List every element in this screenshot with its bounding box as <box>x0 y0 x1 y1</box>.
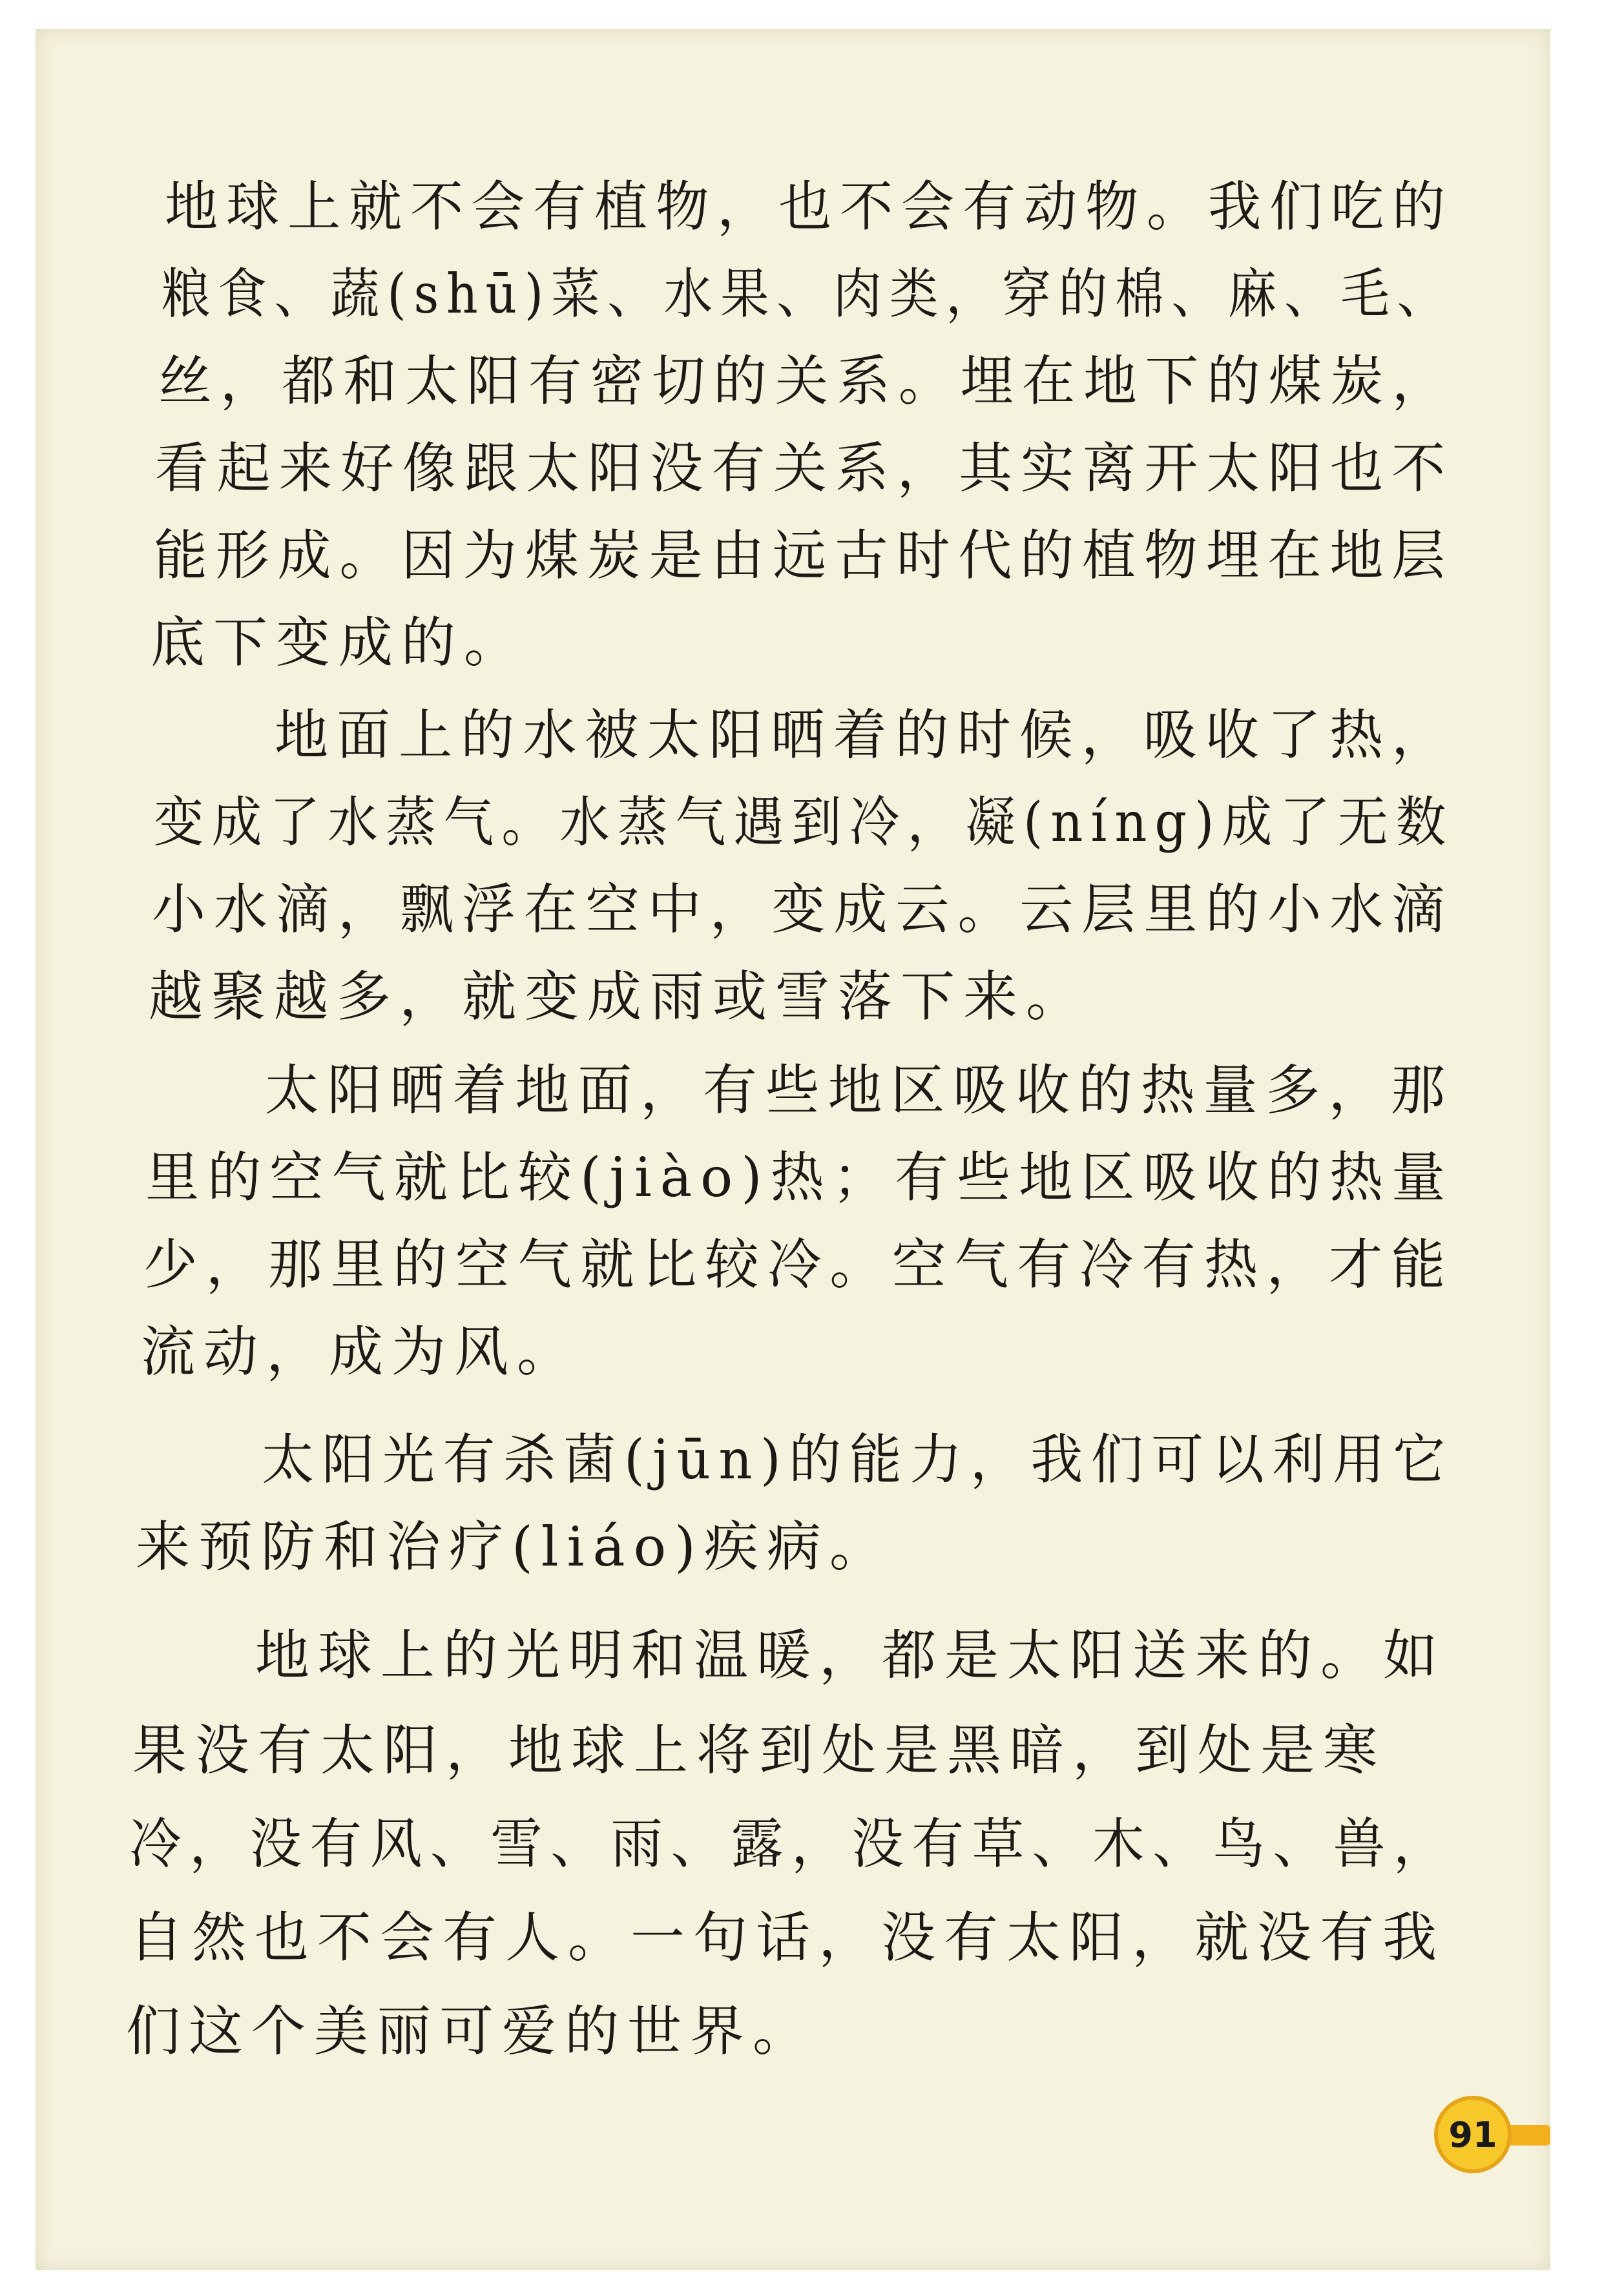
page-tab-marker <box>1510 2125 1550 2146</box>
text-line: 看起来好像跟太阳没有关系，其实离开太阳也不 <box>155 437 1453 500</box>
text-line: 自然也不会有人。一句话，没有太阳，就没有我 <box>129 1906 1446 1969</box>
text-line: 小水滴，飘浮在空中，变成云。云层里的小水滴 <box>152 878 1454 941</box>
text-line: 丝，都和太阳有密切的关系。埋在地下的煤炭， <box>158 349 1454 413</box>
text-line: 地球上的光明和温暖，都是太阳送来的。如 <box>255 1624 1446 1687</box>
text-line: 越聚越多，就变成雨或雪落下来。 <box>149 965 1089 1028</box>
text-line: 流动，成为风。 <box>141 1320 580 1383</box>
text-line: 里的空气就比较(jiào)热；有些地区吸收的热量 <box>145 1146 1454 1209</box>
text-line: 变成了水蒸气。水蒸气遇到冷，凝(níng)成了无数 <box>154 791 1454 854</box>
text-line: 地球上就不会有植物，也不会有动物。我们吃的 <box>165 175 1454 238</box>
text-line: 能形成。因为煤炭是由远古时代的植物埋在地层 <box>154 524 1453 587</box>
page-number-badge: 91 <box>1434 2096 1512 2173</box>
text-line: 少，那里的空气就比较冷。空气有冷有热，才能 <box>143 1233 1454 1296</box>
text-line: 粮食、蔬(shū)菜、水果、肉类，穿的棉、麻、毛、 <box>161 262 1453 326</box>
text-line: 太阳晒着地面，有些地区吸收的热量多，那 <box>265 1059 1454 1122</box>
text-line: 们这个美丽可爱的世界。 <box>126 2000 816 2063</box>
text-line: 地面上的水被太阳晒着的时候，吸收了热， <box>275 703 1453 767</box>
text-line: 冷，没有风、雪、雨、露，没有草、木、鸟、兽， <box>129 1812 1453 1876</box>
text-line: 太阳光有杀菌(jūn)的能力，我们可以利用它 <box>262 1428 1453 1491</box>
text-line: 来预防和治疗(liáo)疾病。 <box>136 1515 892 1578</box>
text-line: 果没有太阳，地球上将到处是黑暗，到处是寒 <box>132 1719 1386 1782</box>
text-line: 底下变成的。 <box>151 611 527 674</box>
